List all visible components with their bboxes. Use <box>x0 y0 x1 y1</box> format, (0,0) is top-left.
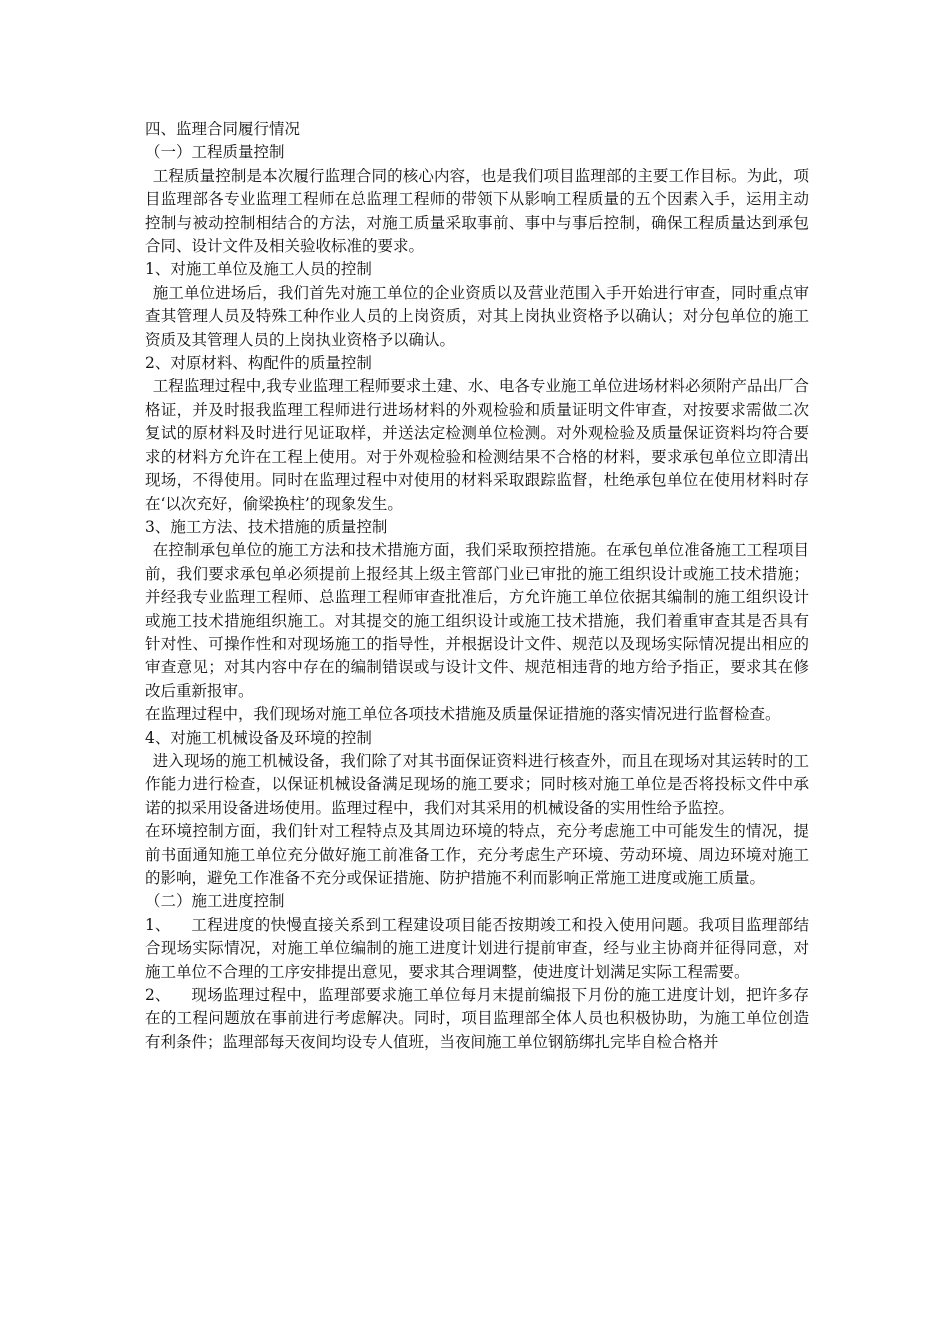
progress-item-2-number: 2、 <box>145 986 171 1005</box>
document-body <box>145 118 809 1054</box>
progress-item-2 <box>145 984 809 1054</box>
quality-item-4-extra-paragraph: 在环境控制方面，我们针对工程特点及其周边环境的特点，充分考虑施工中可能发生的情况，提前书面通知施工单位充分做好施工前准备工作，充分考虑生产环境、劳动环境、周边环境对施工的影响，避免工作准备不充分或保证措施、防护措施不利而影响正常施工进度或施工质量。 <box>145 822 809 887</box>
quality-item-4-paragraph: 进入现场的施工机械设备，我们除了对其书面保证资料进行核查外，而且在现场对其运转时的工作能力进行检查，以保证机械设备满足现场的施工要求；同时核对施工单位是否将投标文件中承诺的拟采用设备进场使用。监理过程中，我们对其采用的机械设备的实用性给予监控。 <box>145 751 809 817</box>
quality-item-2-paragraph: 工程监理过程中,我专业监理工程师要求土建、水、电各专业施工单位进场材料必须附产品出厂合格证，并及时报我监理工程师进行进场材料的外观检验和质量证明文件审查，对按要求需做二次复试的原材料及时进行见证取样，并送法定检测单位检测。对外观检验及质量保证资料均符合要求的材料方允许在工程上使用。对于外观检验和检测结果不合格的材料，要求承包单位立即清出现场，不得使用。同时在监理过程中对使用的材料采取跟踪监督，杜绝承包单位在使用材料时存在‘以次充好，偷梁换柱’的现象发生。 <box>145 377 809 513</box>
progress-item-1 <box>145 914 809 984</box>
section-title: 四、监理合同履行情况 <box>145 120 301 138</box>
quality-item-4-heading: 4、对施工机械设备及环境的控制 <box>145 728 372 747</box>
quality-item-2-heading: 2、对原材料、构配件的质量控制 <box>145 354 372 373</box>
quality-intro-paragraph: 工程质量控制是本次履行监理合同的核心内容，也是我们项目监理部的主要工作目标。为此，项目监理部各专业监理工程师在总监理工程师的带领下从影响工程质量的五个因素入手，运用主动控制与被动控制相结合的方法，对施工质量采取事前、事中与事后控制，确保工程质量达到承包合同、设计文件及相关验收标准的要求。 <box>145 166 809 256</box>
quality-item-1-heading: 1、对施工单位及施工人员的控制 <box>145 260 372 279</box>
quality-control-heading: （一）工程质量控制 <box>145 143 285 162</box>
quality-item-3-extra-paragraph: 在监理过程中，我们现场对施工单位各项技术措施及质量保证措施的落实情况进行监督检查。 <box>145 705 781 724</box>
progress-item-1-text: 工程进度的快慢直接关系到工程建设项目能否按期竣工和投入使用问题。我项目监理部结合现场实际情况，对施工单位编制的施工进度计划进行提前审查，经与业主协商并征得同意，对施工单位不合理的工序安排提出意见，要求其合理调整，使进度计划满足实际工程需要。 <box>145 915 809 981</box>
quality-item-3-heading: 3、施工方法、技术措施的质量控制 <box>145 517 388 536</box>
quality-item-3-paragraph: 在控制承包单位的施工方法和技术措施方面，我们采取预控措施。在承包单位准备施工工程项目前，我们要求承包单必须提前上报经其上级主管部门业已审批的施工组织设计或施工技术措施；并经我专业监理工程师、总监理工程师审查批准后，方允许施工单位依据其编制的施工组织设计或施工技术措施组织施工。对其提交的施工组织设计或施工技术措施，我们着重审查其是否具有针对性、可操作性和对现场施工的指导性，并根据设计文件、规范以及现场实际情况提出相应的审查意见；对其内容中存在的编制错误或与设计文件、规范相违背的地方给予指正，要求其在修改后重新报审。 <box>145 541 809 700</box>
progress-item-1-number: 1、 <box>145 915 171 934</box>
progress-item-2-text: 现场监理过程中，监理部要求施工单位每月末提前编报下月份的施工进度计划，把许多存在的工程问题放在事前进行考虑解决。同时，项目监理部全体人员也积极协助，为施工单位创造有利条件；监理部每天夜间均设专人值班，当夜间施工单位钢筋绑扎完毕自检合格并 <box>145 986 809 1051</box>
quality-item-1-paragraph: 施工单位进场后，我们首先对施工单位的企业资质以及营业范围入手开始进行审查，同时重点审查其管理人员及特殊工种作业人员的上岗资质，对其上岗执业资格予以确认；对分包单位的施工资质及其管理人员的上岗执业资格予以确认。 <box>145 283 809 349</box>
progress-control-heading: （二）施工进度控制 <box>145 892 285 911</box>
